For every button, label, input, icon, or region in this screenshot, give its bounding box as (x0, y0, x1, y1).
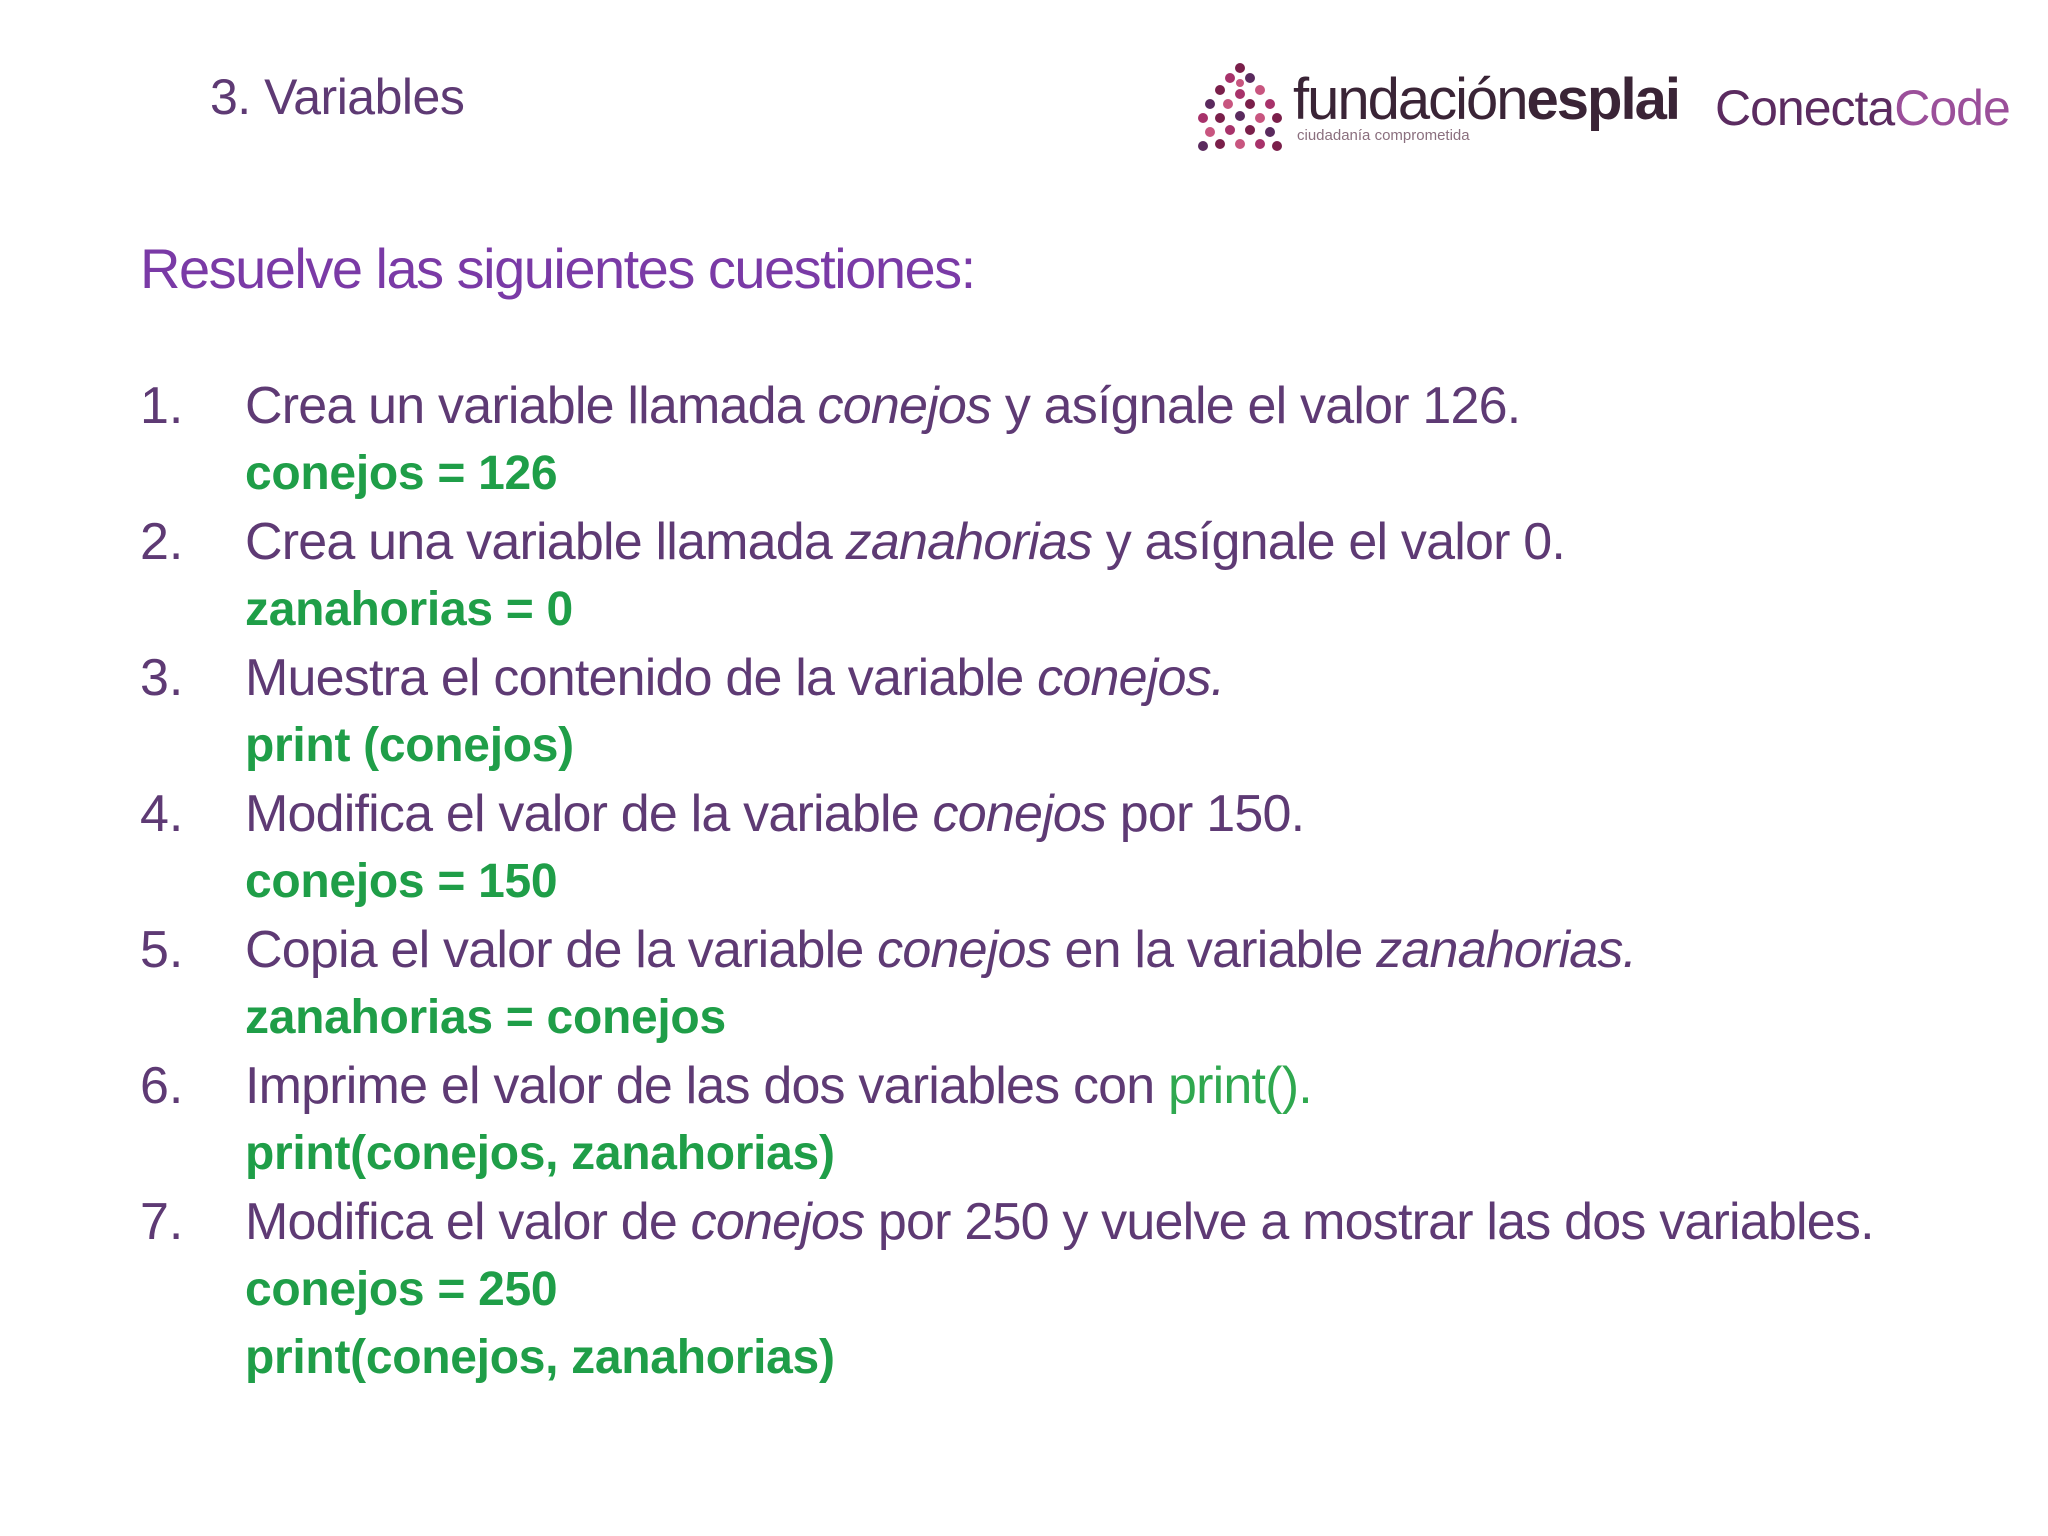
exercise-number: 5. (140, 921, 184, 979)
question-text: Copia el valor de la variable (245, 921, 878, 979)
variable-name: conejos (877, 921, 1051, 979)
exercise-item (140, 508, 1900, 644)
question-text: Imprime el valor de las dos variables con (245, 1057, 1169, 1115)
fundacion-esplai-logo (1195, 45, 2010, 170)
variable-name: conejos (817, 377, 992, 435)
brand-code: Code (1894, 79, 2010, 136)
exercise-question (245, 644, 1900, 712)
exercise-question (245, 508, 1900, 576)
exercise-number: 6. (140, 1057, 184, 1115)
code-answer: conejos = 150 (245, 855, 558, 908)
question-text: por 250 y vuelve a mostrar las dos variables. (864, 1193, 1874, 1251)
question-text: por 150. (1106, 785, 1305, 843)
exercise-item (140, 1052, 1900, 1188)
question-text: en la variable (1050, 921, 1377, 979)
question-text: Modifica el valor de (245, 1193, 691, 1251)
exercise-item (140, 916, 1900, 1052)
variable-name: conejos. (1037, 649, 1225, 707)
question-text: y asígnale el valor 126. (991, 377, 1521, 435)
question-text: Crea un variable llamada (245, 377, 818, 435)
code-answer: print(conejos, zanahorias) (245, 1331, 835, 1384)
question-text: Crea una variable llamada (245, 513, 846, 571)
logo-wordmark (1293, 67, 1679, 144)
variable-name: zanahorias (845, 513, 1093, 571)
exercise-number: 1. (140, 377, 184, 435)
exercise-item (140, 1188, 1900, 1392)
code-answer: conejos = 250 (245, 1263, 558, 1316)
code-answer: conejos = 126 (245, 447, 558, 500)
exercise-item (140, 644, 1900, 780)
exercise-item (140, 372, 1900, 508)
exercise-item (140, 780, 1900, 916)
code-answer: print (conejos) (245, 719, 574, 772)
exercise-question (245, 916, 1900, 984)
variable-name: conejos (690, 1193, 865, 1251)
slide-title: 3. Variables (210, 69, 465, 125)
exercise-number: 7. (140, 1193, 184, 1251)
exercise-question (245, 372, 1900, 440)
exercise-question (245, 1188, 1900, 1256)
exercise-number: 4. (140, 785, 184, 843)
logo-word-fundacion: fundación (1293, 67, 1527, 132)
inline-code: print(). (1168, 1057, 1312, 1115)
logo-tagline: ciudadanía comprometida (1297, 127, 1470, 144)
logo-word-esplai: esplai (1526, 67, 1679, 132)
exercise-list (140, 372, 1900, 1392)
question-text: y asígnale el valor 0. (1092, 513, 1566, 571)
exercise-question (245, 780, 1900, 848)
code-answer: zanahorias = 0 (245, 583, 573, 636)
code-answer: zanahorias = conejos (245, 991, 726, 1044)
code-answer: print(conejos, zanahorias) (245, 1127, 835, 1180)
variable-name: zanahorias. (1376, 921, 1637, 979)
question-text: Modifica el valor de la variable (245, 785, 933, 843)
exercise-question (245, 1052, 1900, 1120)
conectacode-brand (1715, 79, 2010, 137)
exercise-number: 2. (140, 513, 184, 571)
brand-conecta: Conecta (1714, 79, 1895, 136)
exercise-number: 3. (140, 649, 184, 707)
variable-name: conejos (932, 785, 1107, 843)
question-text: Muestra el contenido de la variable (245, 649, 1038, 707)
exercise-heading: Resuelve las siguientes cuestiones: (140, 237, 975, 300)
flower-logo-icon (1195, 58, 1285, 158)
